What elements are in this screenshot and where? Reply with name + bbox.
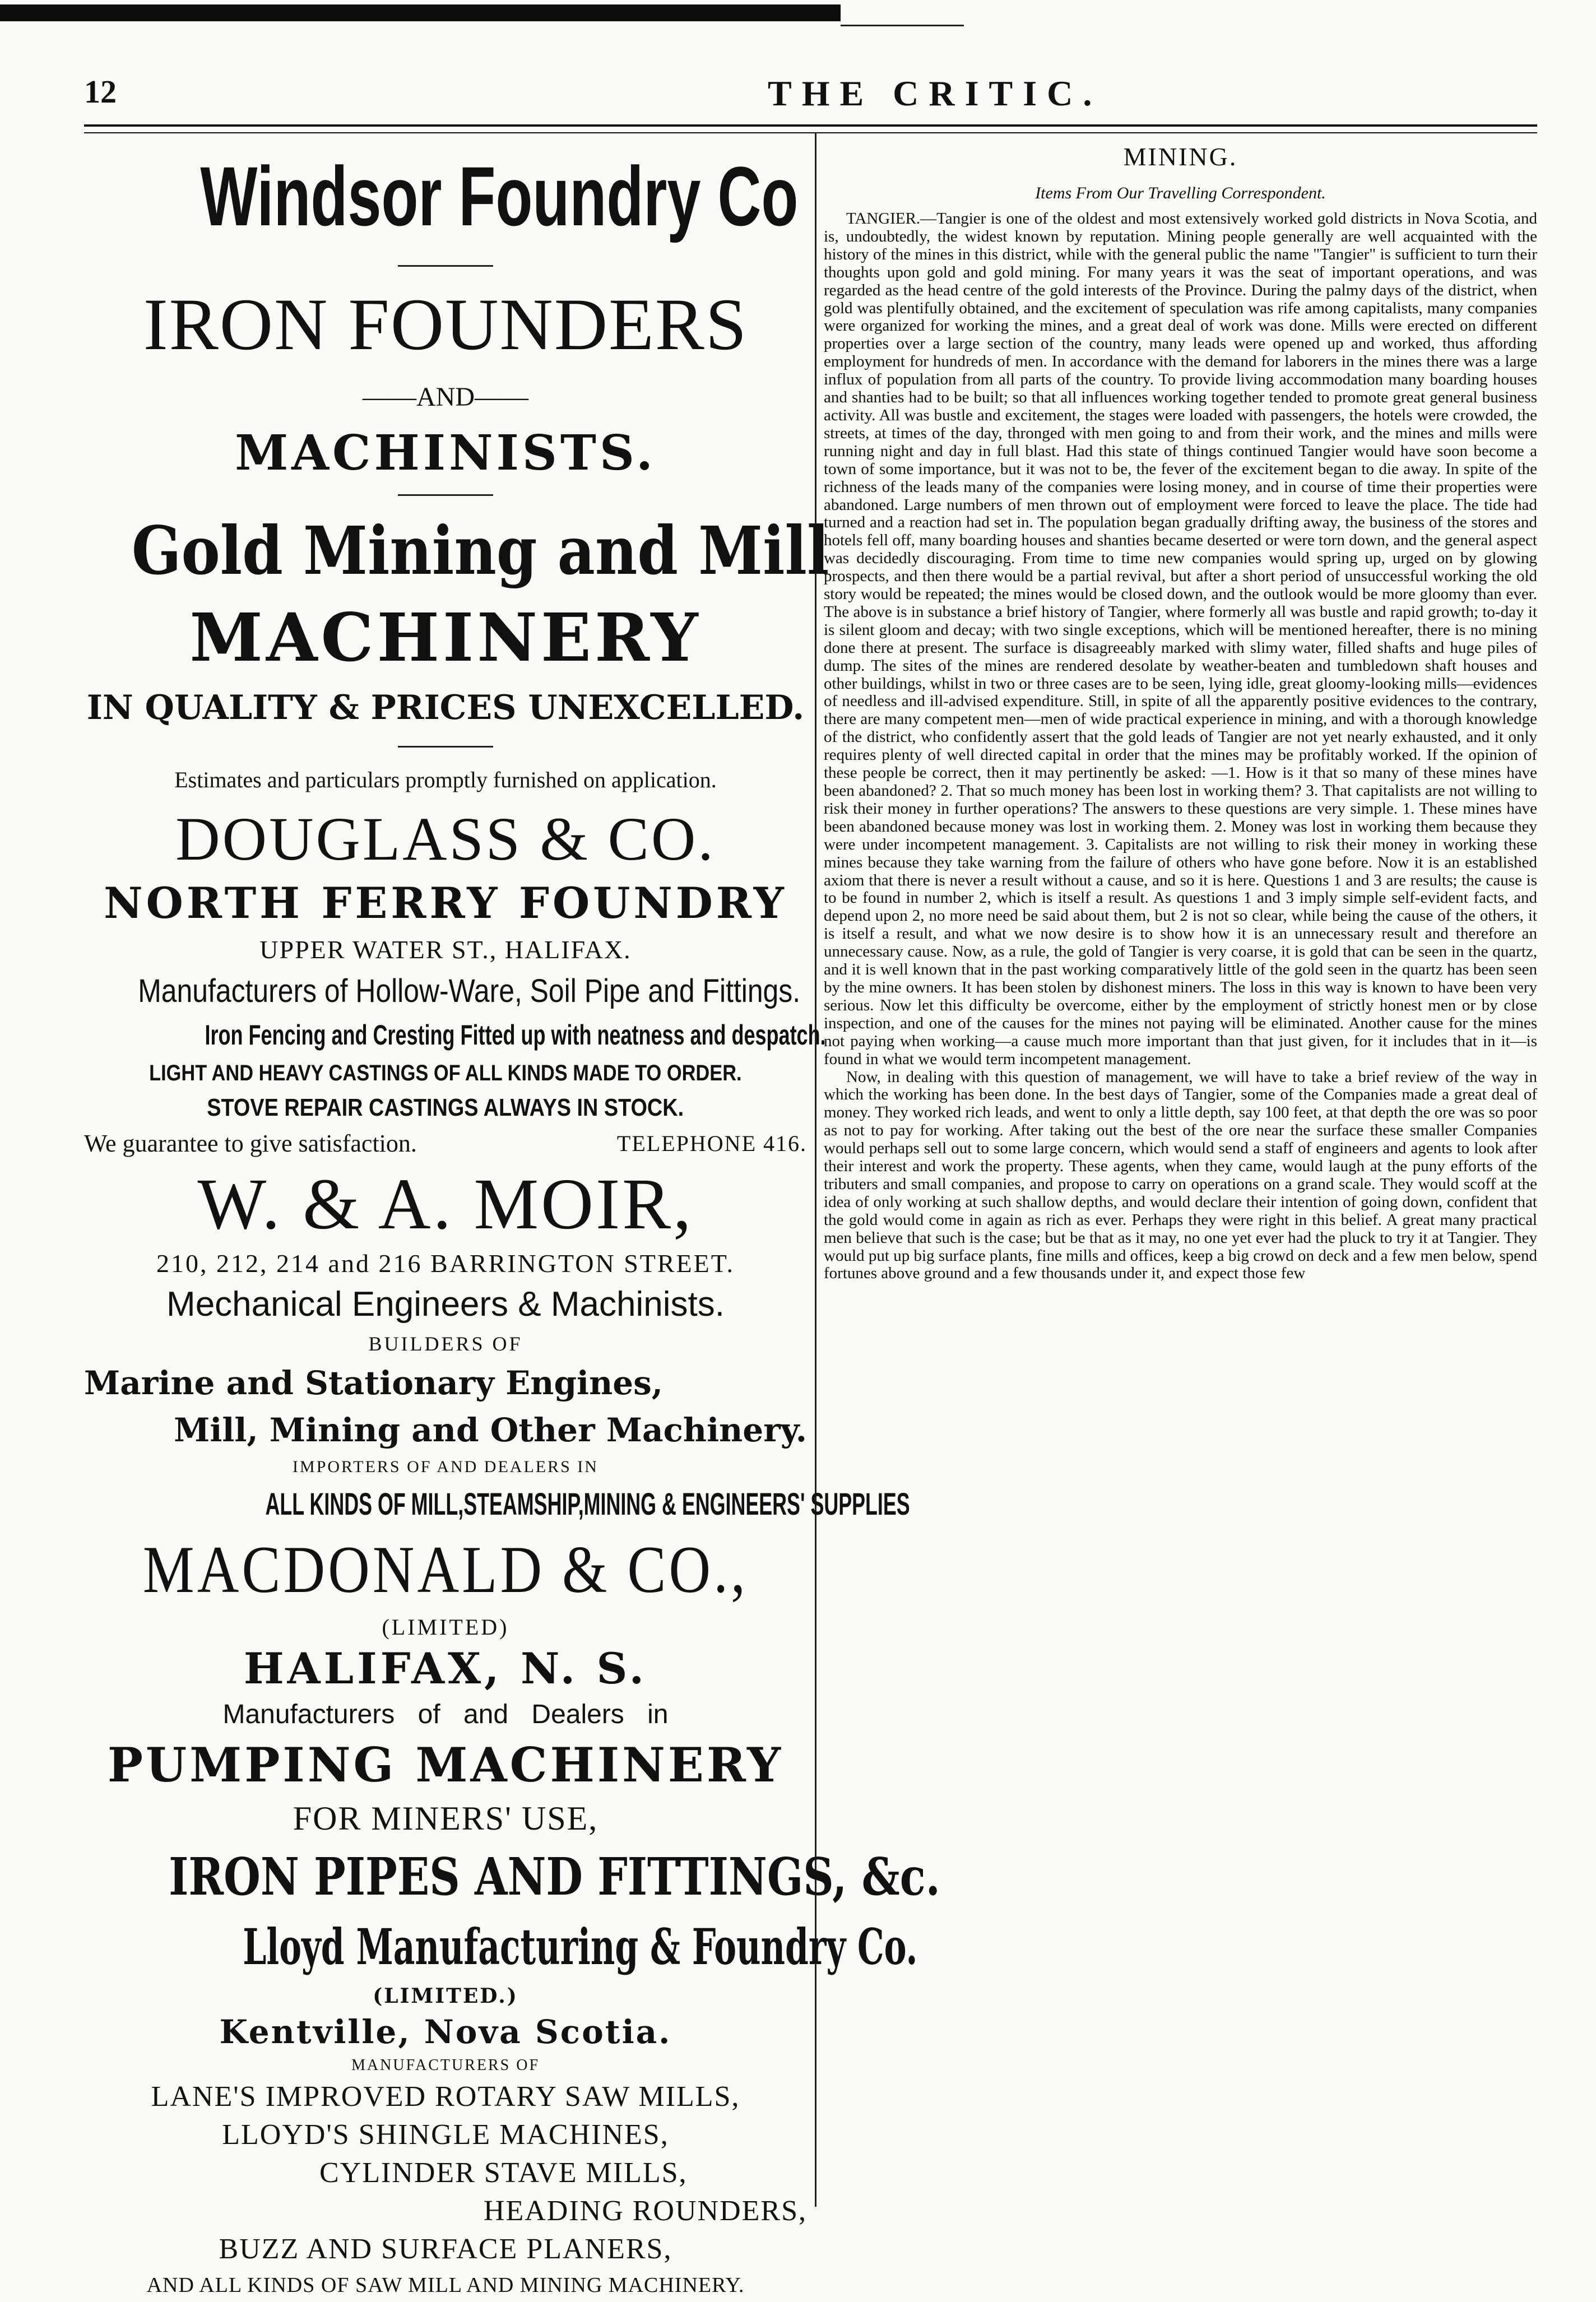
ad-macdonald-product: PUMPING MACHINERY <box>107 1737 784 1793</box>
top-thin-rule <box>841 25 964 26</box>
divider <box>398 265 493 267</box>
ad-lloyd-item6: AND ALL KINDS OF SAW MILL AND MINING MACHINERY. <box>146 2273 745 2297</box>
divider <box>398 746 493 748</box>
ad-douglass-guarantee: We guarantee to give satisfaction. <box>84 1130 417 1157</box>
mining-article <box>824 137 1537 2227</box>
top-ink-bar <box>0 4 841 21</box>
ad-moir-line1: Marine and Stationary Engines, <box>84 1364 663 1402</box>
ad-windsor-estimates: Estimates and particulars promptly furnished on application. <box>174 767 717 792</box>
article-body <box>824 210 1537 2227</box>
ad-douglass-foundry: NORTH FERRY FOUNDRY <box>104 878 787 928</box>
ad-windsor-quality: IN QUALITY & PRICES UNEXCELLED. <box>86 688 805 727</box>
ad-lloyd <box>84 1912 918 2302</box>
ad-windsor-trade: IRON FOUNDERS <box>143 283 748 365</box>
masthead-title: THE CRITIC. <box>768 73 1102 113</box>
advertisements-column <box>84 137 940 2302</box>
article-paragraph-1: TANGIER.—Tangier is one of the oldest and most extensively worked gold districts in Nova Scotia, and is, undoubtedly, the widest known by reputation. Mining people generally are well acquainted with the history of the mines in this district, while with the general public the name "Tangier" is sufficient to turn their thoughts upon gold and gold mining. For many years it was the seat of important operations, and was regarded as the head centre of the gold interests of the Province. During the palmy days of the district, when gold was plentifully obtained, and the excitement of speculation was rife among capitalists, many companies were organized for working the mines, and a great deal of work was done. Mills were erected on different properties over a large section of the country, many leads were opened up and worked, thus affording employment for hundreds of men. In accordance with the demand for laborers in the mines there was a large influx of population from all parts of the country. To provide living accommodation many boarding houses and shanties had to be built; so that all influences working together tended to promote great general business activity. All was bustle and excitement, the stages were loaded with passengers, the hotels were crowded, the streets, at times of the day, thronged with men going to and from their work, and the mines and mills were running night and day in full blast. Had this state of things continued Tangier would have soon become a town of some importance, but it was not to be, the fever of the excitement began to die away. In spite of the richness of the leads many of the companies were losing money, and in course of time their properties were abandoned. Large numbers of men thrown out of employment were forced to leave the place. The tide had turned and a reaction had set in. The population began gradually drifting away, the business of the stores and hotels fell off, many boarding houses and shanties became deserted or were torn down, and the general aspect was decidedly discouraging. From time to time new companies would spring up, urged on by glowing prospects, and then there would be a partial revival, but after a short period of unsuccessful working the old story would be repeated; the mines would be closed down, and the outlook would be more gloomy than ever. The above is in substance a brief history of Tangier, where formerly all was bustle and rapid growth; to-day it is silent gloom and decay; with two single exceptions, which will be mentioned hereafter, there is no mining done there at present. The surface is disagreeably marked with slimy water, filled shafts and huge piles of dump. The sites of the mines are rendered desolate by weather-beaten and tumbledown shaft houses and other buildings, whilst in two or three cases are to be seen, lying idle, great gloomy-looking mills—evidences of needless and ill-advised expenditure. Still, in spite of all the apparently positive evidences to the contrary, there are many competent men—men of wide practical experience in mining, and with a thorough knowledge of the district, who confidently assert that the gold leads of Tangier are not yet nearly exhausted, and it only requires plenty of well directed capital in order that the mines may be profitably worked. If the opinion of these people be correct, then it may pertinently be asked: —1. How is it that so many of these mines have been abandoned? 2. That so much money has been lost in working them? 3. That capitalists are not willing to risk their money in further operations? The answers to these questions are very simple. 1. These mines have been abandoned because money was lost in working them. 2. Money was lost in working them because they were under incompetent management. 3. Capitalists are not willing to risk their money in working these mines because they take warning from the failure of others who have gone before. Now it is an established axiom that there is never a result without a cause, and so it is here. Questions 1 and 3 are results; the cause is to be found in number 2, which is itself a result. As questions 1 and 3 imply simple self-evident facts, and depend upon 2, no more need be said about them, but 2 is not so clear, while being the cause of the others, it is itself a result, and what we now desire is to show how it is an unnecessary result and therefore an unnecessary cause. Now, as a rule, the gold of Tangier is very coarse, it is gold that can be seen in the quartz, and it is well known that in the past working comparatively little of the gold seen in the quartz has been seen by the mine owners. It has been stolen by dishonest miners. The loss in this way is known to have been very serious. Now let this difficulty be overcome, either by the employment of strictly honest men or by close inspection, and one of the causes for the mines not paying will be eliminated. Another cause for the mines not paying when working—a cause much more important than that just given, for it includes that in it—is found in what we would term incompetent management. <box>824 210 1537 1068</box>
ad-moir-trade: Mechanical Engineers & Machinists. <box>166 1285 725 1324</box>
ad-macdonald-trade: Manufacturers of and Dealers in <box>222 1700 669 1729</box>
ad-douglass <box>84 802 826 1162</box>
ad-moir-address: 210, 212, 214 and 216 BARRINGTON STREET. <box>156 1249 735 1278</box>
ad-windsor-product2: MACHINERY <box>189 598 702 676</box>
ad-lloyd-name: Lloyd Manufacturing & Foundry Co. <box>243 1918 918 1976</box>
ad-douglass-makes: Manufacturers of Hollow-Ware, Soil Pipe and Fittings. <box>138 973 801 1009</box>
ad-macdonald <box>84 1528 940 1912</box>
article-paragraph-2: Now, in dealing with this question of management, we will have to take a brief review of the way in which the working has been done. In the best days of Tangier, some of the Companies made a great deal of money. They worked rich leads, and went to only a little depth, say 100 feet, at that depth the ore was so poor as not to pay for working. After taking out the best of the ore near the surface these smaller Companies would perhaps sell out to some large concern, which would send a staff of engineers and agents to look after their interest and work the property. These agents, when they came, would laugh at the puny efforts of the tributers and small companies, and propose to carry on operations on a grand scale. They would scoff at the idea of only working at such shallow depths, and would declare their intention of going down, confident that the gold would come in again as rich as ever. Perhaps they were right in this belief. A great many practical men believe that such is the case; but be that as it may, no one yet ever had the pluck to try it at Tangier. They would put up big surface plants, fine mills and offices, keep a big crowd on deck and a few men below, spend fortunes above ground and a few thousands under it, and expect those few <box>824 1068 1537 1283</box>
divider <box>398 494 493 496</box>
article-subtitle: Items From Our Travelling Correspondent. <box>1035 184 1326 202</box>
ad-lloyd-item5: BUZZ AND SURFACE PLANERS, <box>219 2233 672 2265</box>
page-header <box>84 73 1523 118</box>
ad-moir-builders: BUILDERS OF <box>368 1333 523 1355</box>
article-title: MINING. <box>1123 142 1238 171</box>
ad-douglass-telephone: TELEPHONE 416. <box>616 1131 807 1156</box>
ad-windsor-and: ——AND—— <box>363 382 528 412</box>
header-rule-thick <box>84 124 1537 127</box>
page-number: 12 <box>84 73 117 110</box>
ad-moir-line2: Mill, Mining and Other Machinery. <box>174 1411 807 1449</box>
ad-macdonald-limited: (LIMITED) <box>382 1614 509 1640</box>
ad-lloyd-item1: LANE'S IMPROVED ROTARY SAW MILLS, <box>151 2081 740 2113</box>
ad-lloyd-place: Kentville, Nova Scotia. <box>219 2013 672 2051</box>
ad-windsor-trade2: MACHINISTS. <box>235 425 656 481</box>
ad-lloyd-item3: CYLINDER STAVE MILLS, <box>319 2157 688 2189</box>
ad-douglass-address: UPPER WATER ST., HALIFAX. <box>259 935 632 964</box>
ad-windsor-name: Windsor Foundry Co <box>200 149 799 243</box>
ad-douglass-castings: LIGHT AND HEAVY CASTINGS OF ALL KINDS MADE TO ORDER. <box>149 1061 742 1085</box>
ad-windsor-foundry <box>84 137 829 802</box>
ad-moir-supplies: ALL KINDS OF MILL,STEAMSHIP,MINING & ENGINEERS' SUPPLIES <box>265 1486 910 1521</box>
ad-macdonald-name: MACDONALD & CO., <box>142 1532 749 1607</box>
ad-lloyd-limited: (LIMITED.) <box>373 1984 518 2008</box>
ad-douglass-name: DOUGLASS & CO. <box>175 805 716 873</box>
ad-macdonald-city: HALIFAX, N. S. <box>243 1644 648 1693</box>
ad-macdonald-for: FOR MINERS' USE, <box>293 1800 598 1837</box>
ad-moir <box>84 1162 910 1528</box>
ad-lloyd-makers: MANUFACTURERS OF <box>351 2057 540 2074</box>
ad-douglass-fencing: Iron Fencing and Cresting Fitted up with neatness and despatch. <box>205 1019 826 1051</box>
header-rule-thin <box>84 132 1537 133</box>
ad-macdonald-pipes: IRON PIPES AND FITTINGS, &c. <box>169 1846 940 1907</box>
ad-douglass-stove: STOVE REPAIR CASTINGS ALWAYS IN STOCK. <box>207 1094 684 1121</box>
ad-moir-name: W. & A. MOIR, <box>197 1164 694 1245</box>
ad-lloyd-item2: LLOYD'S SHINGLE MACHINES, <box>222 2119 669 2151</box>
ad-lloyd-item4: HEADING ROUNDERS, <box>483 2195 807 2227</box>
ad-windsor-product1: Gold Mining and Mill <box>131 512 829 590</box>
ad-moir-importers: IMPORTERS OF AND DEALERS IN <box>293 1458 598 1476</box>
